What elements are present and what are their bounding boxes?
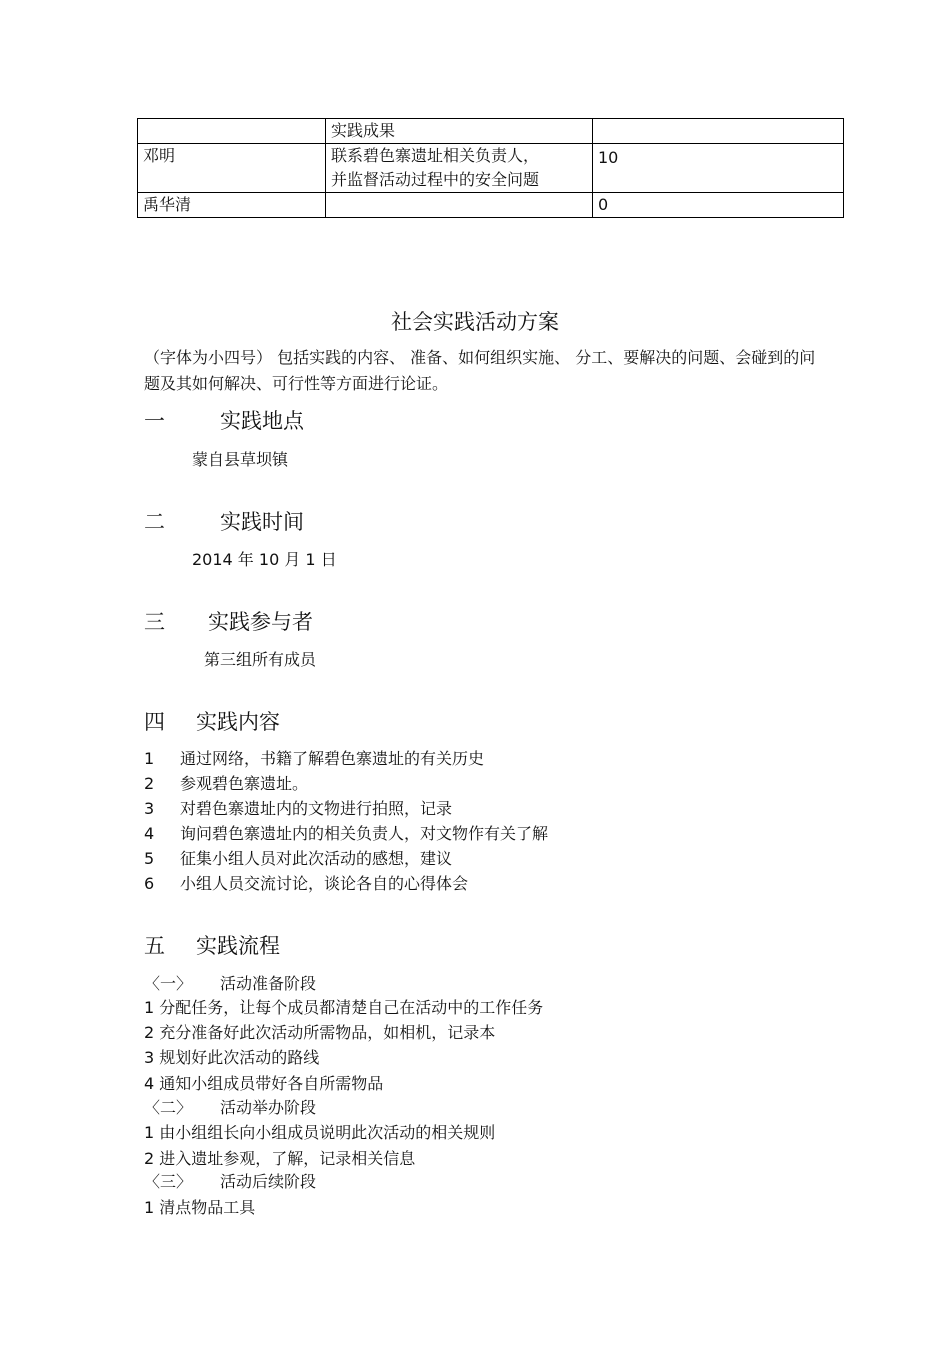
table-cell-name (138, 119, 326, 144)
list-item: 2 充分准备好此次活动所需物品，如相机，记录本 (144, 1023, 496, 1042)
section-heading: 实践流程 (196, 934, 280, 958)
list-item (144, 771, 308, 794)
section-number: 四 (144, 710, 165, 734)
list-item (144, 746, 484, 769)
section-body: 蒙自县草坝镇 (192, 450, 289, 469)
section-number: 一 (144, 409, 165, 433)
list-item: 4 通知小组成员带好各自所需物品 (144, 1074, 384, 1093)
list-item: 1 清点物品工具 (144, 1198, 256, 1217)
list-item-number: 3 (144, 799, 155, 818)
list-item (144, 846, 452, 869)
list-item: 1 由小组组长向小组成员说明此次活动的相关规则 (144, 1123, 496, 1142)
table-cell-name: 禹华清 (138, 193, 326, 218)
section-heading: 实践参与者 (208, 610, 313, 634)
section-number: 三 (144, 610, 165, 634)
intro-paragraph: （字体为小四号） 包括实践的内容、 准备、如何组织实施、 分工、要解决的问题、会碰到的问题及其如何解决、可行性等方面进行论证。 (144, 348, 816, 393)
section-body: 第三组所有成员 (204, 650, 317, 669)
list-item: 3 规划好此次活动的路线 (144, 1048, 320, 1067)
list-item: 2 进入遗址参观，了解，记录相关信息 (144, 1149, 416, 1168)
table-cell-task: 实践成果 (326, 119, 593, 144)
phase-title: 活动准备阶段 (220, 974, 317, 993)
table-cell-score (593, 119, 844, 144)
table-cell-score: 0 (593, 193, 844, 218)
document-title: 社会实践活动方案 (391, 310, 559, 334)
list-item-number: 2 (144, 774, 155, 793)
list-item (144, 796, 452, 819)
list-item-number: 6 (144, 874, 155, 893)
list-item (144, 821, 548, 844)
list-item-text: 询问碧色寨遗址内的相关负责人，对文物作有关了解 (180, 824, 549, 843)
table-row (138, 193, 844, 218)
phase-title: 活动后续阶段 (220, 1172, 317, 1191)
list-item-text: 小组人员交流讨论，谈论各自的心得体会 (180, 874, 469, 893)
list-item-text: 对碧色寨遗址内的文物进行拍照，记录 (180, 799, 453, 818)
list-item-text: 通过网络，书籍了解碧色寨遗址的有关历史 (180, 749, 485, 768)
section-body: 2014 年 10 月 1 日 (192, 550, 337, 569)
section-number: 二 (144, 510, 165, 534)
section-number: 五 (144, 934, 165, 958)
list-item (144, 871, 468, 894)
list-item-text: 征集小组人员对此次活动的感想，建议 (180, 849, 453, 868)
table-cell-score: 10 (593, 144, 844, 193)
table-row (138, 144, 844, 193)
phase-title: 活动举办阶段 (220, 1098, 317, 1117)
phase-label: 〈一〉 (144, 974, 193, 993)
list-item-text: 参观碧色寨遗址。 (180, 774, 309, 793)
table-cell-task: 联系碧色寨遗址相关负责人， 并监督活动过程中的安全问题 (326, 144, 593, 193)
section-heading: 实践时间 (220, 510, 304, 534)
list-item-number: 1 (144, 749, 155, 768)
member-task-table (137, 118, 844, 218)
table-cell-name: 邓明 (138, 144, 326, 193)
phase-label: 〈三〉 (144, 1172, 193, 1191)
table-row (138, 119, 844, 144)
list-item-number: 5 (144, 849, 155, 868)
section-heading: 实践地点 (220, 409, 304, 433)
phase-label: 〈二〉 (144, 1098, 193, 1117)
list-item: 1 分配任务，让每个成员都清楚自己在活动中的工作任务 (144, 998, 544, 1017)
table-cell-task (326, 193, 593, 218)
section-heading: 实践内容 (196, 710, 280, 734)
list-item-number: 4 (144, 824, 155, 843)
